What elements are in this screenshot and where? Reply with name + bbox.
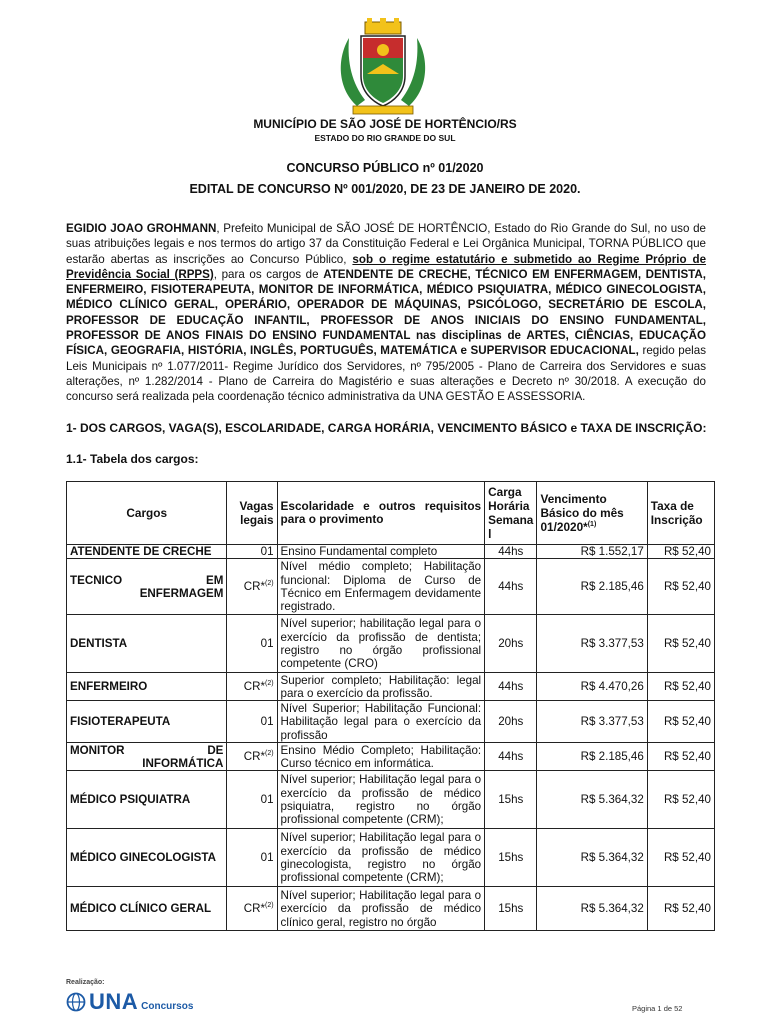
cell-escolaridade: Superior completo; Habilitação: legal para o exercício da profissão.: [277, 673, 485, 701]
footer-logo: [66, 979, 194, 1014]
vagas-note: (2): [264, 750, 274, 758]
cell-escolaridade: Ensino Médio Completo; Habilitação: Curso técnico em informática.: [277, 743, 485, 771]
cell-taxa: R$ 52,40: [647, 673, 714, 701]
table-row: [67, 673, 715, 701]
cell-escolaridade: Nível superior; Habilitação legal para o exercício da profissão de médico ginecologista, registro no órgão profissional competente (CRM);: [277, 829, 485, 887]
cell-cargo: MÉDICO GINECOLOGISTA: [67, 829, 227, 887]
col-carga: Carga Horária Semana l: [485, 482, 537, 545]
cell-vagas: [227, 559, 277, 615]
col-taxa: Taxa de Inscrição: [647, 482, 714, 545]
cell-vencimento: R$ 5.364,32: [537, 829, 647, 887]
cell-cargo: MÉDICO PSIQUIATRA: [67, 771, 227, 829]
vagas-value: 01: [260, 637, 274, 651]
intro-text-3: regido pelas Leis Municipais nº 1.077/2011- Regime Jurídico dos Servidores, nº 795/2005 - Plano de Carreira dos Servidores e suas alterações, nº 1.282/2014 - Plano de Carreira do Magistério e suas alterações e Decreto nº 30/2018. A execução do concurso será realizada pela coordenação técnico administrativa da UNA GESTÃO E ASSESSORIA.: [66, 344, 706, 404]
cell-carga: 15hs: [485, 771, 537, 829]
table-row: [67, 887, 715, 931]
cargo-word: EM: [206, 573, 224, 587]
brand-name: UNA: [89, 989, 139, 1014]
cell-vencimento: R$ 5.364,32: [537, 771, 647, 829]
cell-escolaridade: Nível superior; habilitação legal para o exercício da profissão de dentista; registro no órgão profissional competente (CRO): [277, 615, 485, 673]
cell-vagas: [227, 829, 277, 887]
cargo-word: TECNICO: [70, 573, 123, 587]
regime-text: sob o regime estatutário e submetido ao Regime Próprio de Previdência Social (RPPS): [66, 252, 707, 281]
cell-carga: 20hs: [485, 701, 537, 743]
vagas-value: CR*: [243, 580, 265, 594]
col-vencimento-label: Vencimento Básico do mês 01/2020*: [540, 492, 624, 534]
cell-escolaridade: Nível Superior; Habilitação Funcional: Habilitação legal para o exercício da profissão: [277, 701, 485, 743]
globe-icon: [66, 992, 86, 1012]
page-number: Página 1 de 52: [632, 1004, 683, 1013]
table-row: [67, 545, 715, 559]
col-vencimento-note: (1): [587, 521, 597, 529]
table-row: [67, 829, 715, 887]
cell-taxa: R$ 52,40: [647, 701, 714, 743]
section-heading-1: 1- DOS CARGOS, VAGA(S), ESCOLARIDADE, CARGA HORÁRIA, VENCIMENTO BÁSICO e TAXA DE INSCRIÇÃO:: [66, 421, 707, 435]
vagas-value: 01: [260, 793, 274, 807]
intro-paragraph: [66, 221, 706, 405]
table-row: [67, 559, 715, 615]
cell-carga: 44hs: [485, 673, 537, 701]
table-row: [67, 743, 715, 771]
cell-escolaridade: Nível superior; Habilitação legal para o exercício da profissão de médico psiquiatra, registro no órgão profissional competente (CRM);: [277, 771, 485, 829]
cell-taxa: R$ 52,40: [647, 615, 714, 673]
brand-subtitle: Concursos: [141, 1000, 194, 1012]
cell-cargo: ATENDENTE DE CRECHE: [67, 545, 227, 559]
concurso-title: CONCURSO PÚBLICO nº 01/2020: [286, 161, 484, 175]
edital-title: EDITAL DE CONCURSO Nº 001/2020, DE 23 DE JANEIRO DE 2020.: [189, 182, 581, 196]
realizacao-label: Realização:: [66, 979, 105, 986]
cell-cargo: [67, 743, 227, 771]
ribbon: [353, 106, 413, 114]
prefeito-name: EGIDIO JOAO GROHMANN: [66, 222, 217, 235]
cell-vencimento: R$ 3.377,53: [537, 615, 647, 673]
cell-cargo: [67, 559, 227, 615]
vagas-note: (2): [264, 680, 274, 688]
cell-escolaridade: Nível médio completo; Habilitação funcional: Diploma de Curso de Técnico em Enfermagem devidamente registrado.: [277, 559, 485, 615]
cargo-word: DE: [207, 743, 224, 757]
cargo-word: INFORMÁTICA: [142, 756, 224, 770]
intro-text-2: , para os cargos de: [213, 267, 324, 281]
cargos-table: [66, 481, 715, 931]
table-row: [67, 771, 715, 829]
cell-carga: 44hs: [485, 559, 537, 615]
table-header-row: [67, 482, 715, 545]
intro-text-1: , Prefeito Municipal de SÃO JOSÉ DE HORTÊNCIO, Estado do Rio Grande do Sul, no uso de suas atribuições legais e nos termos do artigo 37 da Constituição Federal e Lei Orgânica Municipal, TORNA PÚBLICO que estarão abertas as inscrições ao Concurso Público,: [66, 222, 706, 266]
cell-carga: 15hs: [485, 829, 537, 887]
cell-taxa: R$ 52,40: [647, 887, 714, 931]
vagas-note: (2): [264, 580, 274, 588]
cell-vagas: [227, 545, 277, 559]
cell-cargo: FISIOTERAPEUTA: [67, 701, 227, 743]
cell-carga: 20hs: [485, 615, 537, 673]
vagas-value: 01: [260, 545, 274, 559]
cell-escolaridade: Nível superior; Habilitação legal para o exercício da profissão de médico clínico geral, registro no órgão: [277, 887, 485, 931]
cell-escolaridade: Ensino Fundamental completo: [277, 545, 485, 559]
col-vencimento: [537, 482, 647, 545]
cell-vencimento: R$ 2.185,46: [537, 743, 647, 771]
cell-cargo: DENTISTA: [67, 615, 227, 673]
cell-vencimento: R$ 4.470,26: [537, 673, 647, 701]
table-row: [67, 615, 715, 673]
cargo-word: ENFERMAGEM: [139, 586, 224, 600]
cell-vencimento: R$ 3.377,53: [537, 701, 647, 743]
cell-vencimento: R$ 5.364,32: [537, 887, 647, 931]
cell-carga: 44hs: [485, 545, 537, 559]
cell-carga: 44hs: [485, 743, 537, 771]
section-heading-1-1: 1.1- Tabela dos cargos:: [66, 452, 199, 466]
cell-taxa: R$ 52,40: [647, 743, 714, 771]
cell-vencimento: R$ 1.552,17: [537, 545, 647, 559]
cell-vagas: [227, 701, 277, 743]
cargo-word: MONITOR: [70, 743, 125, 757]
table-row: [67, 701, 715, 743]
cell-cargo: ENFERMEIRO: [67, 673, 227, 701]
vagas-value: CR*: [243, 750, 265, 764]
vagas-value: CR*: [243, 902, 265, 916]
cell-taxa: R$ 52,40: [647, 771, 714, 829]
vagas-value: 01: [260, 851, 274, 865]
cell-taxa: R$ 52,40: [647, 829, 714, 887]
vagas-note: (2): [264, 902, 274, 910]
col-vagas: Vagas legais: [227, 482, 277, 545]
coat-of-arms-logo: [327, 18, 439, 118]
estado-subtitle: ESTADO DO RIO GRANDE DO SUL: [314, 133, 456, 143]
cell-cargo: MÉDICO CLÍNICO GERAL: [67, 887, 227, 931]
vagas-value: 01: [260, 715, 274, 729]
cell-taxa: R$ 52,40: [647, 559, 714, 615]
col-escolaridade: Escolaridade e outros requisitos para o provimento: [277, 482, 485, 545]
cargos-list: ATENDENTE DE CRECHE, TÉCNICO EM ENFERMAGEM, DENTISTA, ENFERMEIRO, FISIOTERAPEUTA, MONITOR DE INFORMÁTICA, MÉDICO PSIQUIATRA, MÉDICO GINECOLOGISTA, MÉDICO CLÍNICO GERAL, OPERÁRIO, OPERADOR DE MÁQUINAS, PSICÓLOGO, SECRETÁRIO DE ESCOLA, PROFESSOR DE EDUCAÇÃO INFANTIL, PROFESSOR DE ANOS INICIAIS DO ENSINO FUNDAMENTAL, PROFESSOR DE ANOS FINAIS DO ENSINO FUNDAMENTAL nas disciplinas de ARTES, CIÊNCIAS, EDUCAÇÃO FÍSICA, GEOGRAFIA, HISTÓRIA, INGLÊS, PORTUGUÊS, MATEMÁTICA e SUPERVISOR EDUCACIONAL,: [66, 267, 706, 358]
cell-vagas: [227, 771, 277, 829]
cell-vagas: [227, 615, 277, 673]
cell-vagas: [227, 743, 277, 771]
cell-vagas: [227, 673, 277, 701]
col-cargos: Cargos: [67, 482, 227, 545]
vagas-value: CR*: [243, 680, 265, 694]
cell-vencimento: R$ 2.185,46: [537, 559, 647, 615]
cell-vagas: [227, 887, 277, 931]
municipio-title: MUNICÍPIO DE SÃO JOSÉ DE HORTÊNCIO/RS: [253, 117, 517, 131]
cell-carga: 15hs: [485, 887, 537, 931]
cell-taxa: R$ 52,40: [647, 545, 714, 559]
